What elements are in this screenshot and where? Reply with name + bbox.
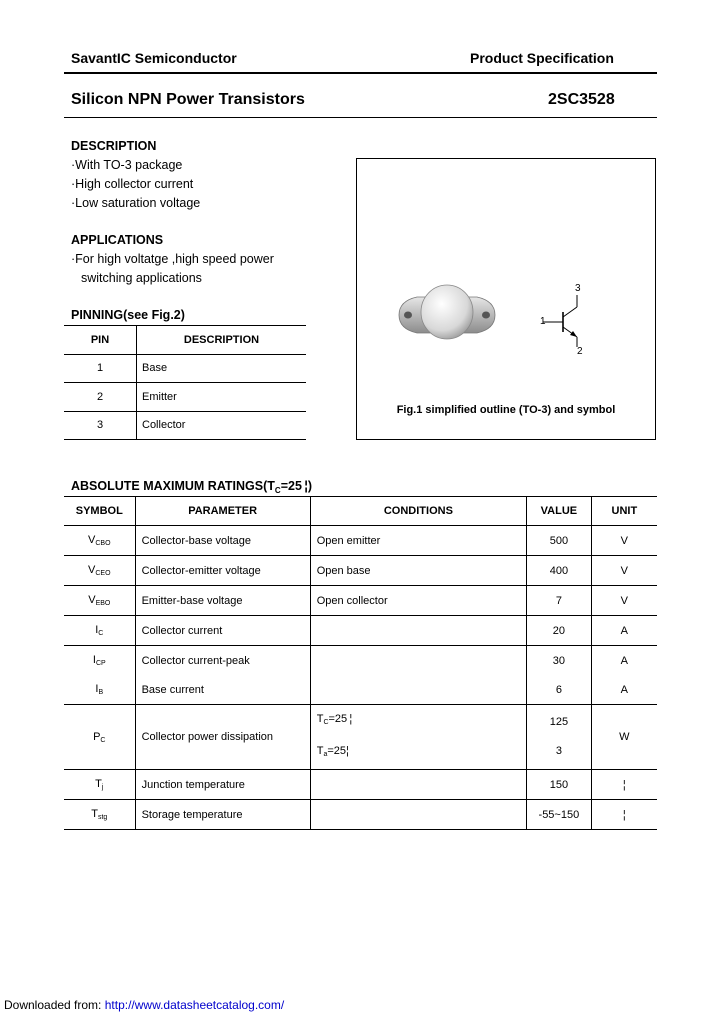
footer [4,998,284,1012]
pin-number: 1 [64,354,137,383]
unit-cell: ¦ [591,800,657,830]
value-cell: 125 3 [527,705,592,770]
value-cell: 150 [527,770,592,800]
pinning-header-row [64,326,306,355]
company-name: SavantIC Semiconductor [71,50,237,66]
description-column-header: DESCRIPTION [183,333,260,346]
parameter-cell: Collector current-peak [135,646,310,676]
footer-label: Downloaded from: [4,998,102,1012]
ratings-table [64,496,657,830]
value-cell: 6 [527,675,592,705]
parameter-cell: Collector current [135,616,310,646]
table-row [64,383,306,412]
description-item: ·High collector current [71,177,194,191]
title-rule [64,117,657,118]
figure-caption: Fig.1 simplified outline (TO-3) and symbol [396,404,616,416]
to3-package-image [393,279,501,349]
value-column-header: VALUE [527,497,592,526]
header-rule [64,72,657,74]
description-item: ·Low saturation voltage [71,196,201,210]
conditions-cell: Open collector [310,586,526,616]
table-row [64,770,657,800]
parameter-cell: Collector-base voltage [135,526,310,556]
table-row [64,616,657,646]
symbol-column-header: SYMBOL [64,497,135,526]
value-cell: 30 [527,646,592,676]
description-heading: DESCRIPTION [71,139,157,153]
figure-box [356,158,656,440]
unit-cell: V [591,586,657,616]
symbol-cell: $V_{EBO}$ [64,586,135,616]
value-cell: 500 [527,526,592,556]
parameter-cell: Collector-emitter voltage [135,556,310,586]
ratings-header-row [64,497,657,526]
applications-heading: APPLICATIONS [71,233,164,247]
parameter-cell: Emitter-base voltage [135,586,310,616]
part-number: 2SC3528 [548,91,615,108]
symbol-cell: $I_{CP}$ [64,646,135,676]
unit-cell: ¦ [591,770,657,800]
parameter-column-header: PARAMETER [135,497,310,526]
conditions-cell: $T_C=25$ ¦ $T_a=25¦$ [310,705,526,770]
table-row [64,411,306,440]
description-item: ·With TO-3 package [71,158,183,172]
symbol-cell: $V_{CBO}$ [64,526,135,556]
value-cell: -55~150 [527,800,592,830]
value-cell: 400 [527,556,592,586]
table-row [64,705,657,770]
symbol-cell: $V_{CEO}$ [64,556,135,586]
conditions-cell [310,800,526,830]
pin-label-emitter: 2 [577,346,583,357]
value-cell: 20 [527,616,592,646]
table-row [64,586,657,616]
pin-number: 2 [64,383,137,412]
table-row [64,556,657,586]
pin-column-header: PIN [64,326,137,355]
unit-cell: W [591,705,657,770]
unit-cell: A [620,654,628,667]
table-row [64,800,657,830]
conditions-cell: Open base [310,556,526,586]
product-line: Silicon NPN Power Transistors [71,91,305,108]
conditions-column-header: CONDITIONS [310,497,526,526]
unit-cell: V [591,526,657,556]
pin-description: Emitter [142,390,177,403]
conditions-cell [310,646,526,676]
pin-description: Base [142,362,168,375]
conditions-cell [310,675,526,705]
value-cell: 7 [527,586,592,616]
parameter-cell: Collector power dissipation [135,705,310,770]
parameter-cell: Junction temperature [135,770,310,800]
symbol-cell: $T_j$ [64,770,135,800]
ratings-heading: ABSOLUTE MAXIMUM $RATINGS(T_C=25$ ¦) [71,479,313,495]
symbol-cell: $T_{stg}$ [64,800,135,830]
applications-line: ·For high voltatge ,high speed power [71,252,274,266]
table-row [64,646,657,676]
unit-column-header: UNIT [591,497,657,526]
pin-label-collector: 3 [575,283,581,294]
unit-cell: V [591,556,657,586]
conditions-cell [310,616,526,646]
datasheet-catalog-link[interactable]: http://www.datasheetcatalog.com/ [104,998,285,1012]
table-row [64,526,657,556]
applications-line: switching applications [81,271,202,285]
unit-cell: A [591,616,657,646]
pinning-heading: PINNING(see Fig.2) [71,308,185,322]
document-type: Product Specification [470,50,614,66]
symbol-cell: $I_B$ [64,675,135,705]
conditions-cell [310,770,526,800]
table-row [64,354,306,383]
symbol-cell: $P_C$ [64,705,135,770]
pin-label-base: 1 [540,316,546,327]
conditions-cell: Open emitter [310,526,526,556]
pin-description: Collector [142,419,186,432]
symbol-cell: $I_C$ [64,616,135,646]
pinning-table [64,325,306,440]
parameter-cell: Storage temperature [135,800,310,830]
unit-cell: A [591,675,657,705]
pin-number: 3 [64,411,137,440]
parameter-cell: Base current [135,675,310,705]
table-row [64,675,657,705]
